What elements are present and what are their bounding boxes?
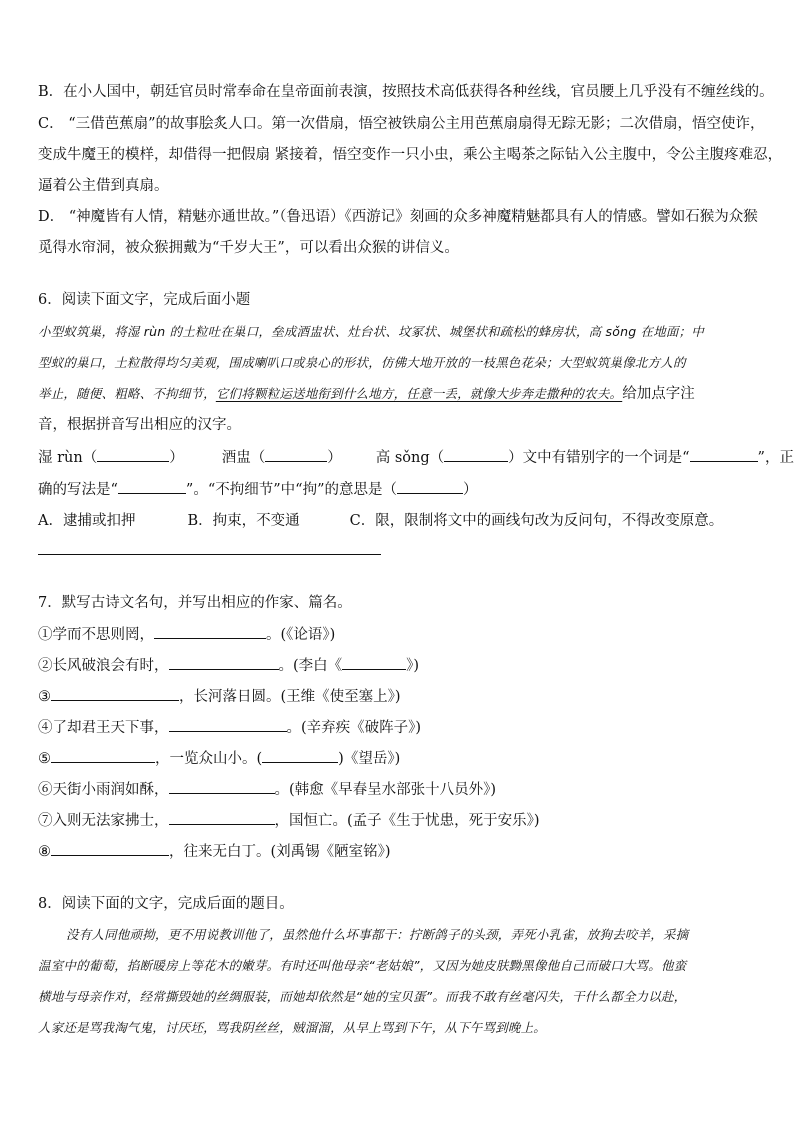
q7-item5-text: ，一览众山小。(: [155, 751, 263, 767]
q7-item4-blank[interactable]: [169, 717, 287, 732]
option-b: B．在小人国中，朝廷官员时常奉命在皇帝面前表演，按照技术高低获得各种丝线，官员腰上几乎没有不缠丝线的。: [38, 84, 774, 100]
fill-ju-meaning-blank[interactable]: [397, 479, 463, 494]
q6-option-b: B．拘束，不变通: [187, 513, 300, 529]
fill-ju-meaning-close: ）: [463, 482, 478, 498]
fill-correct-label: 确的写法是“: [38, 482, 118, 498]
q7-item2-title-blank[interactable]: [342, 655, 406, 670]
q7-item5-blank[interactable]: [51, 748, 155, 763]
q7-item3-number: ③: [38, 689, 51, 705]
q7-item7-text: ⑦入则无法家拂士，: [38, 813, 169, 829]
q7-item6: [38, 779, 758, 800]
fill-jiuzhong-blank[interactable]: [265, 447, 327, 462]
q7-item3: [38, 686, 758, 707]
fill-song-blank[interactable]: [444, 447, 508, 462]
q7-item4: [38, 717, 758, 738]
q7-item3-text: ，长河落日圆。(王维《使至塞上》): [179, 689, 401, 705]
q7-item4-source: 。(辛弃疾《破阵子》): [286, 720, 422, 736]
question-6-title: 6．阅读下面文字，完成后面小题: [38, 292, 251, 308]
q7-item7-source: ，国恒亡。(孟子《生于忧患，死于安乐》): [274, 813, 540, 829]
q7-item4-text: ④了却君王天下事，: [38, 720, 169, 736]
q7-item5-number: ⑤: [38, 751, 51, 767]
q7-item2-source-end: 》): [406, 658, 420, 674]
q6-passage-line3-start: 举止，随便、粗略、不拘细节，: [38, 386, 216, 401]
q6-passage-line3: [38, 384, 758, 404]
q6-fill-row1: [38, 447, 794, 468]
option-c-line1: C． “三借芭蕉扇”的故事脍炙人口。第一次借扇，悟空被铁扇公主用芭蕉扇扇得无踪无影；二次借扇，悟空使诈，: [38, 116, 765, 132]
q7-item8-blank[interactable]: [51, 841, 169, 856]
q8-passage-line3: 横地与母亲作对，经常撕毁她的丝绸服装，而她却依然是“她的宝贝蛋”。而我不敢有丝毫闪失，干什么都全力以赴，: [38, 989, 687, 1004]
q6-option-a: A．逮捕或扣押: [38, 513, 136, 529]
fill-ju-meaning-label: ”。“不拘细节”中“拘”的意思是（: [185, 482, 397, 498]
q7-item7-blank[interactable]: [169, 810, 275, 825]
q6-underlined-sentence: 它们将颗粒运送地衔到什么地方，任意一丢，就像大步奔走撒种的农夫。: [215, 386, 623, 401]
q7-item1-blank[interactable]: [154, 624, 266, 639]
q7-item2-source: 。(李白《: [278, 658, 343, 674]
q7-item2: [38, 655, 758, 676]
fill-song-close: ）文中有错别字的一个词是“: [508, 450, 690, 466]
fill-jiuzhong-close: ）: [327, 450, 342, 466]
q7-item1-source: 。(《论语》): [266, 627, 336, 643]
q7-item8: [38, 841, 758, 862]
q8-passage-line4: 人家还是骂我淘气鬼，讨厌坯，骂我阴丝丝，贼溜溜，从早上骂到下午，从下午骂到晚上。: [38, 1020, 547, 1035]
q6-options-row: [38, 511, 758, 531]
fill-run-close: ）: [169, 450, 184, 466]
q7-item3-blank[interactable]: [51, 686, 179, 701]
fill-wrong-word-close: ”，正: [757, 450, 794, 466]
fill-run-blank[interactable]: [97, 447, 169, 462]
fill-song-label: 高 sǒng（: [375, 450, 445, 466]
q7-item5-author-blank[interactable]: [262, 748, 338, 763]
q8-passage-line1: 没有人同他顽拗，更不用说教训他了，虽然他什么坏事都干：拧断鸽子的头颈，弄死小乳雀，放狗去咬羊，采摘: [66, 927, 689, 942]
q7-item8-text: ，往来无白丁。(刘禹锡《陋室铭》): [169, 844, 391, 860]
q7-item6-source: 。(韩愈《早春呈水部张十八员外》): [274, 782, 497, 798]
q7-item8-number: ⑧: [38, 844, 51, 860]
fill-correct-blank[interactable]: [118, 479, 186, 494]
question-7-title: 7．默写古诗文名句，并写出相应的作家、篇名。: [38, 595, 352, 611]
q7-item2-blank[interactable]: [169, 655, 279, 670]
q7-item5: [38, 748, 758, 769]
option-d-line2: 觅得水帘洞，被众猴拥戴为“千岁大王”，可以看出众猴的讲信义。: [38, 240, 459, 256]
fill-run-label: 湿 rùn（: [38, 450, 98, 466]
q6-fill-row2: [38, 479, 758, 500]
option-c-line2: 变成牛魔王的模样，却借得一把假扇 紧接着，悟空变作一只小虫，乘公主喝茶之际钻入公主腹中，令公主腹疼难忍，: [38, 147, 783, 163]
answer-line[interactable]: [38, 554, 381, 555]
q6-option-c: C．限，限制将文中的画线句改为反问句，不得改变原意。: [349, 513, 724, 529]
q7-item1: [38, 624, 758, 645]
q6-instruction-start: 给加点字注: [622, 386, 695, 402]
q6-instruction-end: 音，根据拼音写出相应的汉字。: [38, 417, 241, 433]
fill-wrong-word-blank[interactable]: [690, 447, 758, 462]
q7-item1-text: ①学而不思则罔，: [38, 627, 154, 643]
option-c-line3: 逼着公主借到真扇。: [38, 178, 169, 194]
q7-item5-source: )《望岳》): [338, 751, 401, 767]
q7-item6-text: ⑥天街小雨润如酥，: [38, 782, 169, 798]
q7-item2-text: ②长风破浪会有时，: [38, 658, 169, 674]
q8-passage-line2: 温室中的葡萄，掐断暖房上等花木的嫩芽。有时还叫他母亲“老姑娘”，又因为她皮肤黝黑像他自己而破口大骂。他蛮: [38, 958, 687, 973]
q7-item7: [38, 810, 758, 831]
q7-item6-blank[interactable]: [169, 779, 275, 794]
question-8-title: 8．阅读下面的文字，完成后面的题目。: [38, 896, 294, 912]
q6-passage-line1: 小型蚁筑巢，将湿 rùn 的土粒吐在巢口，垒成酒盅状、灶台状、坟冢状、城堡状和疏松的蜂房状，高 sǒng 在地面；中: [38, 324, 704, 339]
fill-jiuzhong-label: 酒盅（: [221, 450, 266, 466]
option-d-line1: D． “神魔皆有人情，精魅亦通世故。”（鲁迅语）《西游记》刻画的众多神魔精魅都具有人的情感。譬如石猴为众猴: [38, 209, 758, 225]
q6-passage-line2: 型蚁的巢口，土粒散得均匀美观，围成喇叭口或泉心的形状，仿佛大地开放的一枝黑色花朵；大型蚁筑巢像北方人的: [38, 355, 686, 370]
